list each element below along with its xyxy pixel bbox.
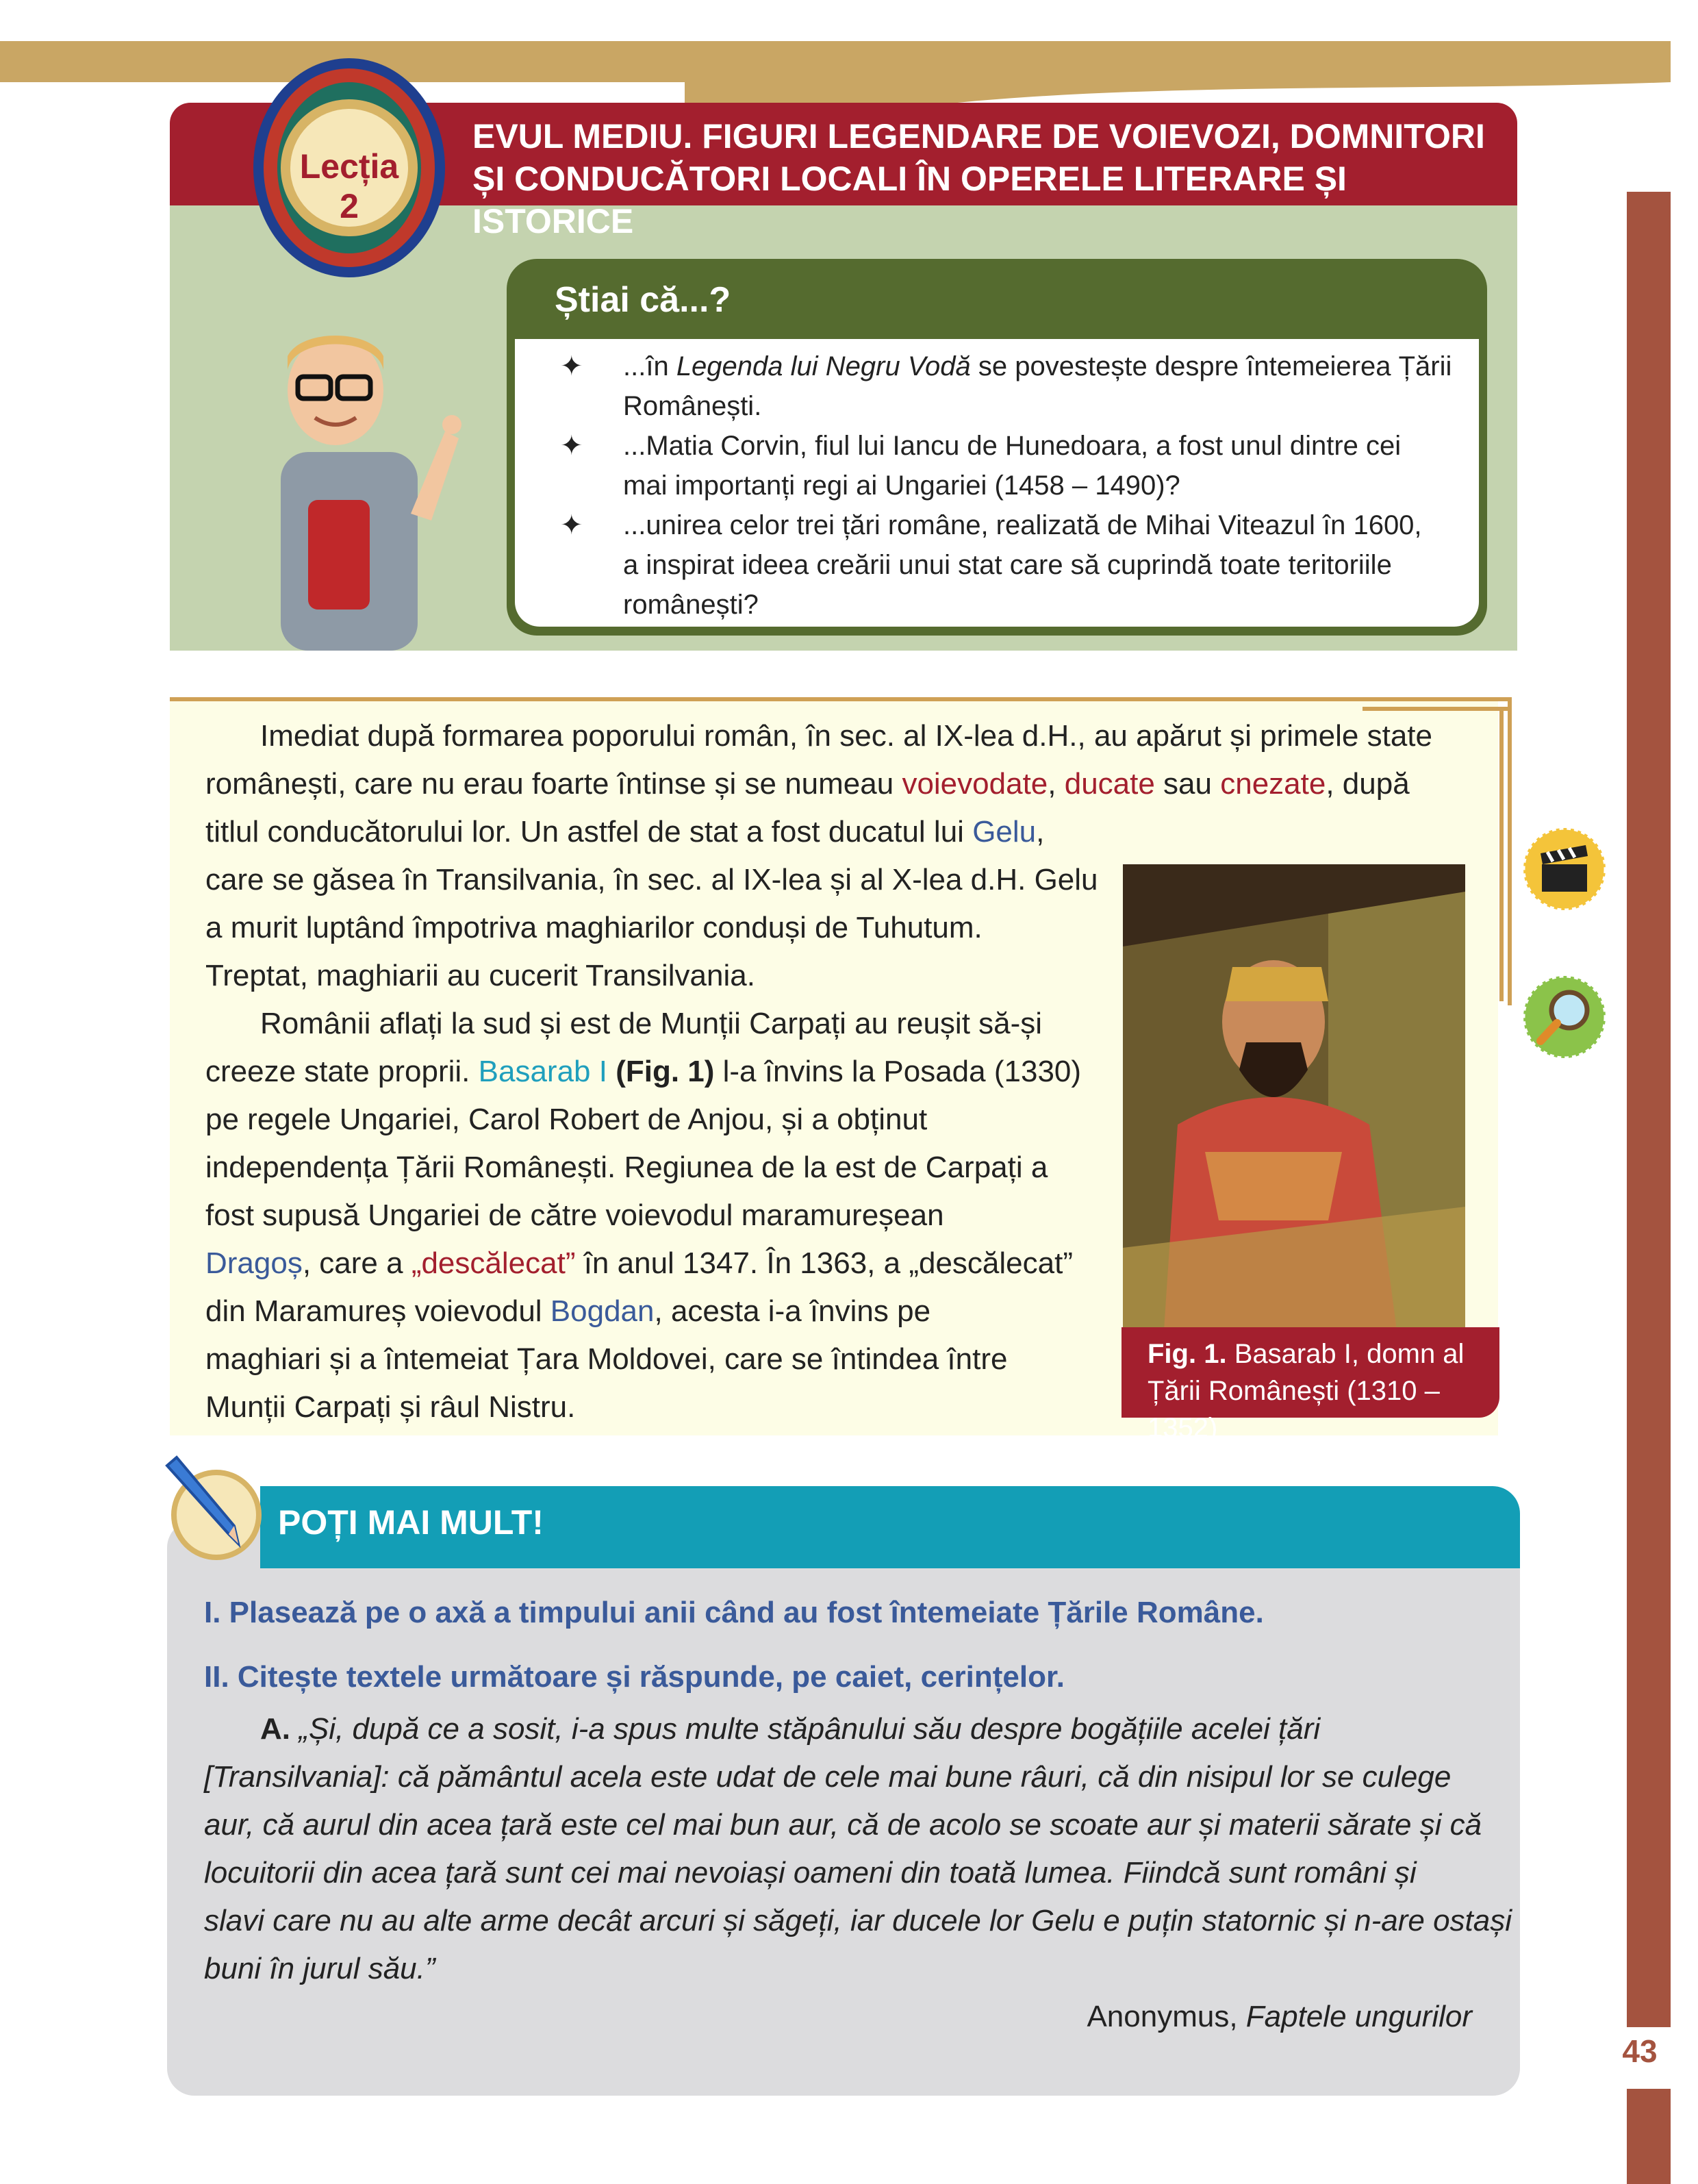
gold-border-line	[1363, 707, 1512, 711]
figure-caption-line2: Țării Românești (1310 – 1352)	[1148, 1376, 1440, 1443]
gold-border-line	[170, 697, 1512, 701]
paragraph-1-line-3	[205, 808, 1044, 856]
paragraph-2-line-8: maghiari și a întemeiat Țara Moldovei, care se întindea între	[205, 1342, 1008, 1376]
side-brown-bar	[1627, 192, 1671, 2184]
term-ducate: ducate	[1064, 767, 1155, 801]
four-pointed-star-icon: ✦	[560, 351, 583, 381]
did-you-know-item-3	[623, 505, 1465, 625]
term-cnezate: cnezate	[1220, 767, 1326, 801]
text-span: titlul conducătorului lor. Un astfel de stat a fost ducatul lui	[205, 815, 973, 849]
text-span: românești, care nu erau foarte întinse și se numeau	[205, 767, 902, 801]
text-span: , după	[1326, 767, 1410, 801]
question-2: II. Citește textele următoare și răspunde, pe caiet, cerințelor.	[204, 1660, 1065, 1694]
paragraph-1-line-5: a murit luptând împotriva maghiarilor conduși de Tuhutum.	[205, 911, 983, 944]
paragraph-1-line-4: care se găsea în Transilvania, în sec. al IX-lea și al X-lea d.H. Gelu	[205, 863, 1098, 896]
text-span: creeze state proprii.	[205, 1055, 479, 1088]
quote-line-5: slavi care nu au alte arme decât arcuri și săgeți, iar ducele lor Gelu e puțin statornic și n-are ostași	[204, 1904, 1512, 1937]
boy-illustration	[240, 322, 493, 651]
item-1-italic: Legenda lui Negru Vodă	[676, 351, 971, 381]
paragraph-1-line-2	[205, 760, 1479, 808]
paragraph-2-line-6	[205, 1240, 1073, 1288]
gold-border-line	[1508, 697, 1512, 1005]
quote-line-1	[260, 1705, 1320, 1753]
item-3-line1: ...unirea celor trei țări române, realizată de Mihai Viteazul în 1600,	[623, 510, 1422, 540]
item-1-rest: se povestește despre întemeierea Țării	[970, 351, 1452, 381]
text-span: „Și, după ce a sosit, i-a spus multe stăpânului său despre bogățiile acelei țări	[290, 1712, 1321, 1746]
item-3-line3: românești?	[623, 590, 759, 620]
paragraph-2-line-9: Munții Carpați și râul Nistru.	[205, 1390, 576, 1424]
paragraph-2-line-4: independența Țării Românești. Regiunea de la est de Carpați a	[205, 1151, 1048, 1184]
figure-caption	[1148, 1335, 1497, 1446]
quote-source	[1087, 1993, 1472, 2041]
lesson-title-line2: ȘI CONDUCĂTORI LOCALI ÎN OPERELE LITERARE ȘI ISTORICE	[472, 160, 1347, 240]
clapperboard-icon[interactable]	[1520, 825, 1609, 914]
text-span: ,	[1048, 767, 1065, 801]
exercise-title: POȚI MAI MULT!	[278, 1503, 544, 1542]
text-span: l-a învins la Posada (1330)	[714, 1055, 1082, 1088]
text-a-label: A.	[260, 1712, 290, 1746]
item-2-line2: mai importanți regi ai Ungariei (1458 – 1490)?	[623, 470, 1180, 501]
quote-line-6: buni în jurul său.”	[204, 1952, 435, 1985]
paragraph-2-line-3: pe regele Ungariei, Carol Robert de Anjou, și a obținut	[205, 1103, 928, 1136]
item-1-prefix: ...în	[623, 351, 676, 381]
text-span: , acesta i-a învins pe	[654, 1294, 931, 1328]
quote-line-4: locuitorii din acea țară sunt cei mai nevoiași oameni din toată lumea. Fiindcă sunt români și	[204, 1856, 1417, 1890]
paragraph-2-line-5: fost supusă Ungariei de către voievodul maramureșean	[205, 1198, 944, 1232]
text-span: din Maramureș voievodul	[205, 1294, 550, 1328]
lesson-badge-label: Lecția 2	[299, 147, 399, 225]
paragraph-2-line-7	[205, 1288, 930, 1335]
paragraph-2-line-2	[205, 1048, 1081, 1096]
lesson-title-line1: EVUL MEDIU. FIGURI LEGENDARE DE VOIEVOZI, DOMNITORI	[472, 117, 1485, 155]
did-you-know-item-2	[623, 426, 1465, 505]
paragraph-1-line-1: Imediat după formarea poporului român, în sec. al IX-lea d.H., au apărut și primele state	[260, 719, 1432, 753]
lesson-title	[472, 115, 1499, 242]
paragraph-1-line-6: Treptat, maghiarii au cucerit Transilvania.	[205, 959, 755, 992]
paragraph-2-line-1: Românii aflați la sud și est de Munții Carpați au reușit să-și	[260, 1007, 1043, 1040]
name-gelu: Gelu	[972, 815, 1037, 849]
question-1: I. Plasează pe o axă a timpului anii când au fost întemeiate Țările Române.	[204, 1596, 1264, 1629]
figure-label: Fig. 1.	[1148, 1339, 1227, 1369]
name-dragos: Dragoș	[205, 1246, 303, 1280]
did-you-know-title: Știai că...?	[555, 280, 731, 320]
gold-border-line	[1499, 707, 1504, 1001]
magnifier-icon[interactable]	[1520, 972, 1609, 1062]
quote-line-3: aur, că aurul din acea țară este cel mai bun aur, că de acolo se scoate aur și materii sărate și că	[204, 1808, 1482, 1842]
name-bogdan: Bogdan	[550, 1294, 655, 1328]
text-span: sau	[1154, 767, 1221, 801]
figure-reference: (Fig. 1)	[607, 1055, 715, 1088]
name-basarab: Basarab I	[478, 1055, 607, 1088]
quote-line-2: [Transilvania]: că pământul acela este udat de cele mai bune râuri, că din nisipul lor se culege	[204, 1760, 1452, 1794]
item-2-line1: ...Matia Corvin, fiul lui Iancu de Hunedoara, a fost unul dintre cei	[623, 431, 1402, 461]
item-1-line2: Românești.	[623, 391, 762, 421]
term-descalecat: „descălecat”	[411, 1246, 576, 1280]
figure-caption-line1: Basarab I, domn al	[1226, 1339, 1465, 1369]
source-author: Anonymus,	[1087, 2000, 1246, 2033]
page-number: 43	[1622, 2033, 1658, 2069]
basarab-fresco-image	[1123, 864, 1465, 1330]
text-span: , care a	[302, 1246, 411, 1280]
pencil-icon	[153, 1452, 263, 1561]
text-span: ,	[1036, 815, 1045, 849]
text-span: în anul 1347. În 1363, a „descălecat”	[575, 1246, 1073, 1280]
did-you-know-item-1	[623, 347, 1465, 426]
four-pointed-star-icon: ✦	[560, 431, 583, 461]
term-voievodate: voievodate	[902, 767, 1048, 801]
four-pointed-star-icon: ✦	[560, 510, 583, 540]
item-3-line2: a inspirat ideea creării unui stat care să cuprindă toate teritoriile	[623, 550, 1392, 580]
source-work: Faptele ungurilor	[1245, 2000, 1472, 2033]
